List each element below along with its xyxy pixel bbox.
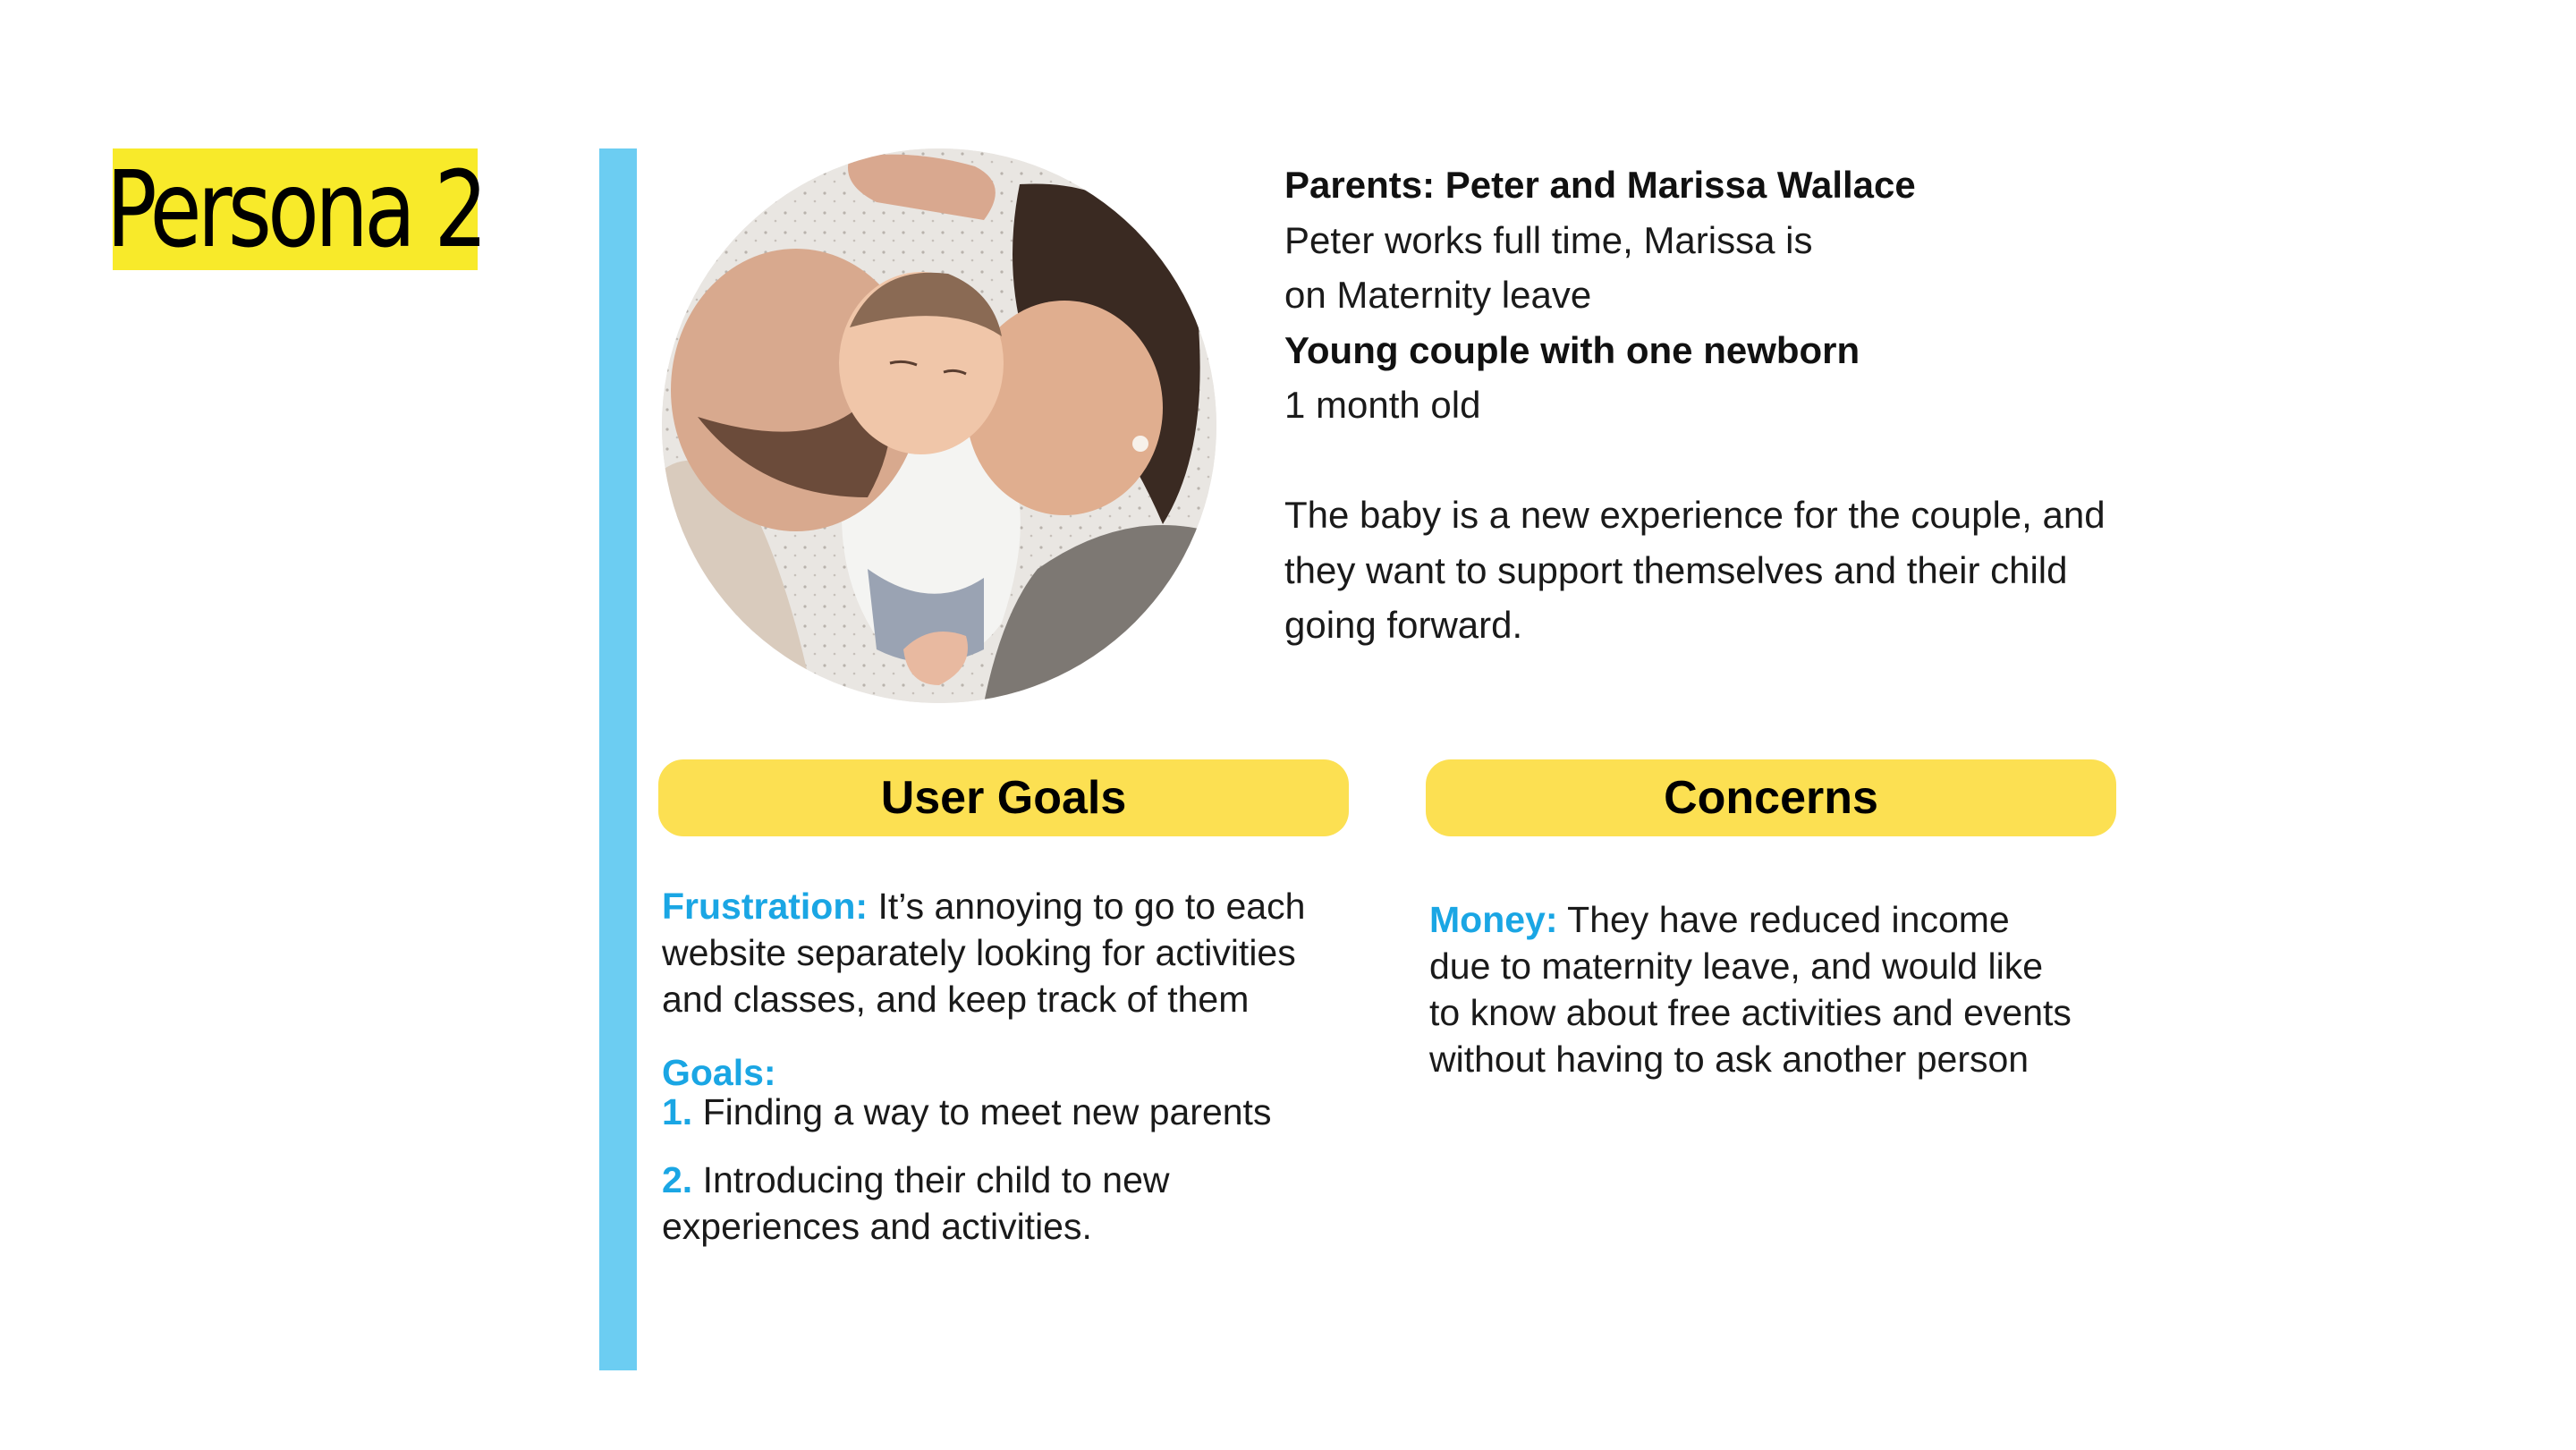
goals-label: Goals: bbox=[662, 1052, 776, 1093]
frustration-line-2: website separately looking for activities bbox=[662, 932, 1296, 973]
goal-1-text: Finding a way to meet new parents bbox=[702, 1091, 1272, 1132]
goal-gap bbox=[662, 1132, 1377, 1157]
goal-2-text-2: experiences and activities. bbox=[662, 1206, 1092, 1247]
accent-bar bbox=[599, 148, 637, 1370]
money-text-1: They have reduced income bbox=[1567, 899, 2010, 940]
description-line-3: going forward. bbox=[1284, 604, 1523, 646]
goal-2-number: 2. bbox=[662, 1159, 693, 1200]
description-line-2: they want to support themselves and their child bbox=[1284, 548, 2068, 591]
couple-description: Young couple with one newborn bbox=[1284, 328, 1860, 371]
family-photo-icon bbox=[662, 148, 1216, 703]
persona-intro bbox=[1284, 157, 2179, 653]
concerns-section bbox=[1429, 896, 2127, 1082]
goals-gap bbox=[662, 1022, 1377, 1053]
intro-spacer bbox=[1284, 433, 2179, 488]
money-line-1 bbox=[1429, 896, 2127, 943]
work-status-line-1: Peter works full time, Marissa is bbox=[1284, 218, 1813, 261]
frustration-label: Frustration: bbox=[662, 886, 869, 927]
work-status-line-2: on Maternity leave bbox=[1284, 274, 1592, 316]
frustration-line-1 bbox=[662, 883, 1377, 929]
frustration-line-3: and classes, and keep track of them bbox=[662, 979, 1250, 1020]
goal-1-number: 1. bbox=[662, 1091, 693, 1132]
user-goals-heading: User Goals bbox=[658, 759, 1349, 836]
goal-2 bbox=[662, 1157, 1377, 1203]
persona-title-badge bbox=[106, 148, 484, 271]
baby-age: 1 month old bbox=[1284, 384, 1481, 426]
frustration-text-1: It’s annoying to go to each bbox=[877, 886, 1306, 927]
user-goals-section bbox=[662, 883, 1377, 1250]
money-label: Money: bbox=[1429, 899, 1558, 940]
money-line-4: without having to ask another person bbox=[1429, 1039, 2029, 1080]
parents-name: Parents: Peter and Marissa Wallace bbox=[1284, 164, 1916, 206]
concerns-heading: Concerns bbox=[1426, 759, 2116, 836]
money-line-3: to know about free activities and events bbox=[1429, 992, 2072, 1033]
goal-2-text-1: Introducing their child to new bbox=[702, 1159, 1170, 1200]
goal-1 bbox=[662, 1092, 1377, 1132]
money-line-2: due to maternity leave, and would like bbox=[1429, 945, 2044, 987]
persona-title: Persona 2 bbox=[106, 148, 484, 271]
description-line-1: The baby is a new experience for the couple, and bbox=[1284, 494, 2106, 536]
family-photo bbox=[662, 148, 1216, 703]
